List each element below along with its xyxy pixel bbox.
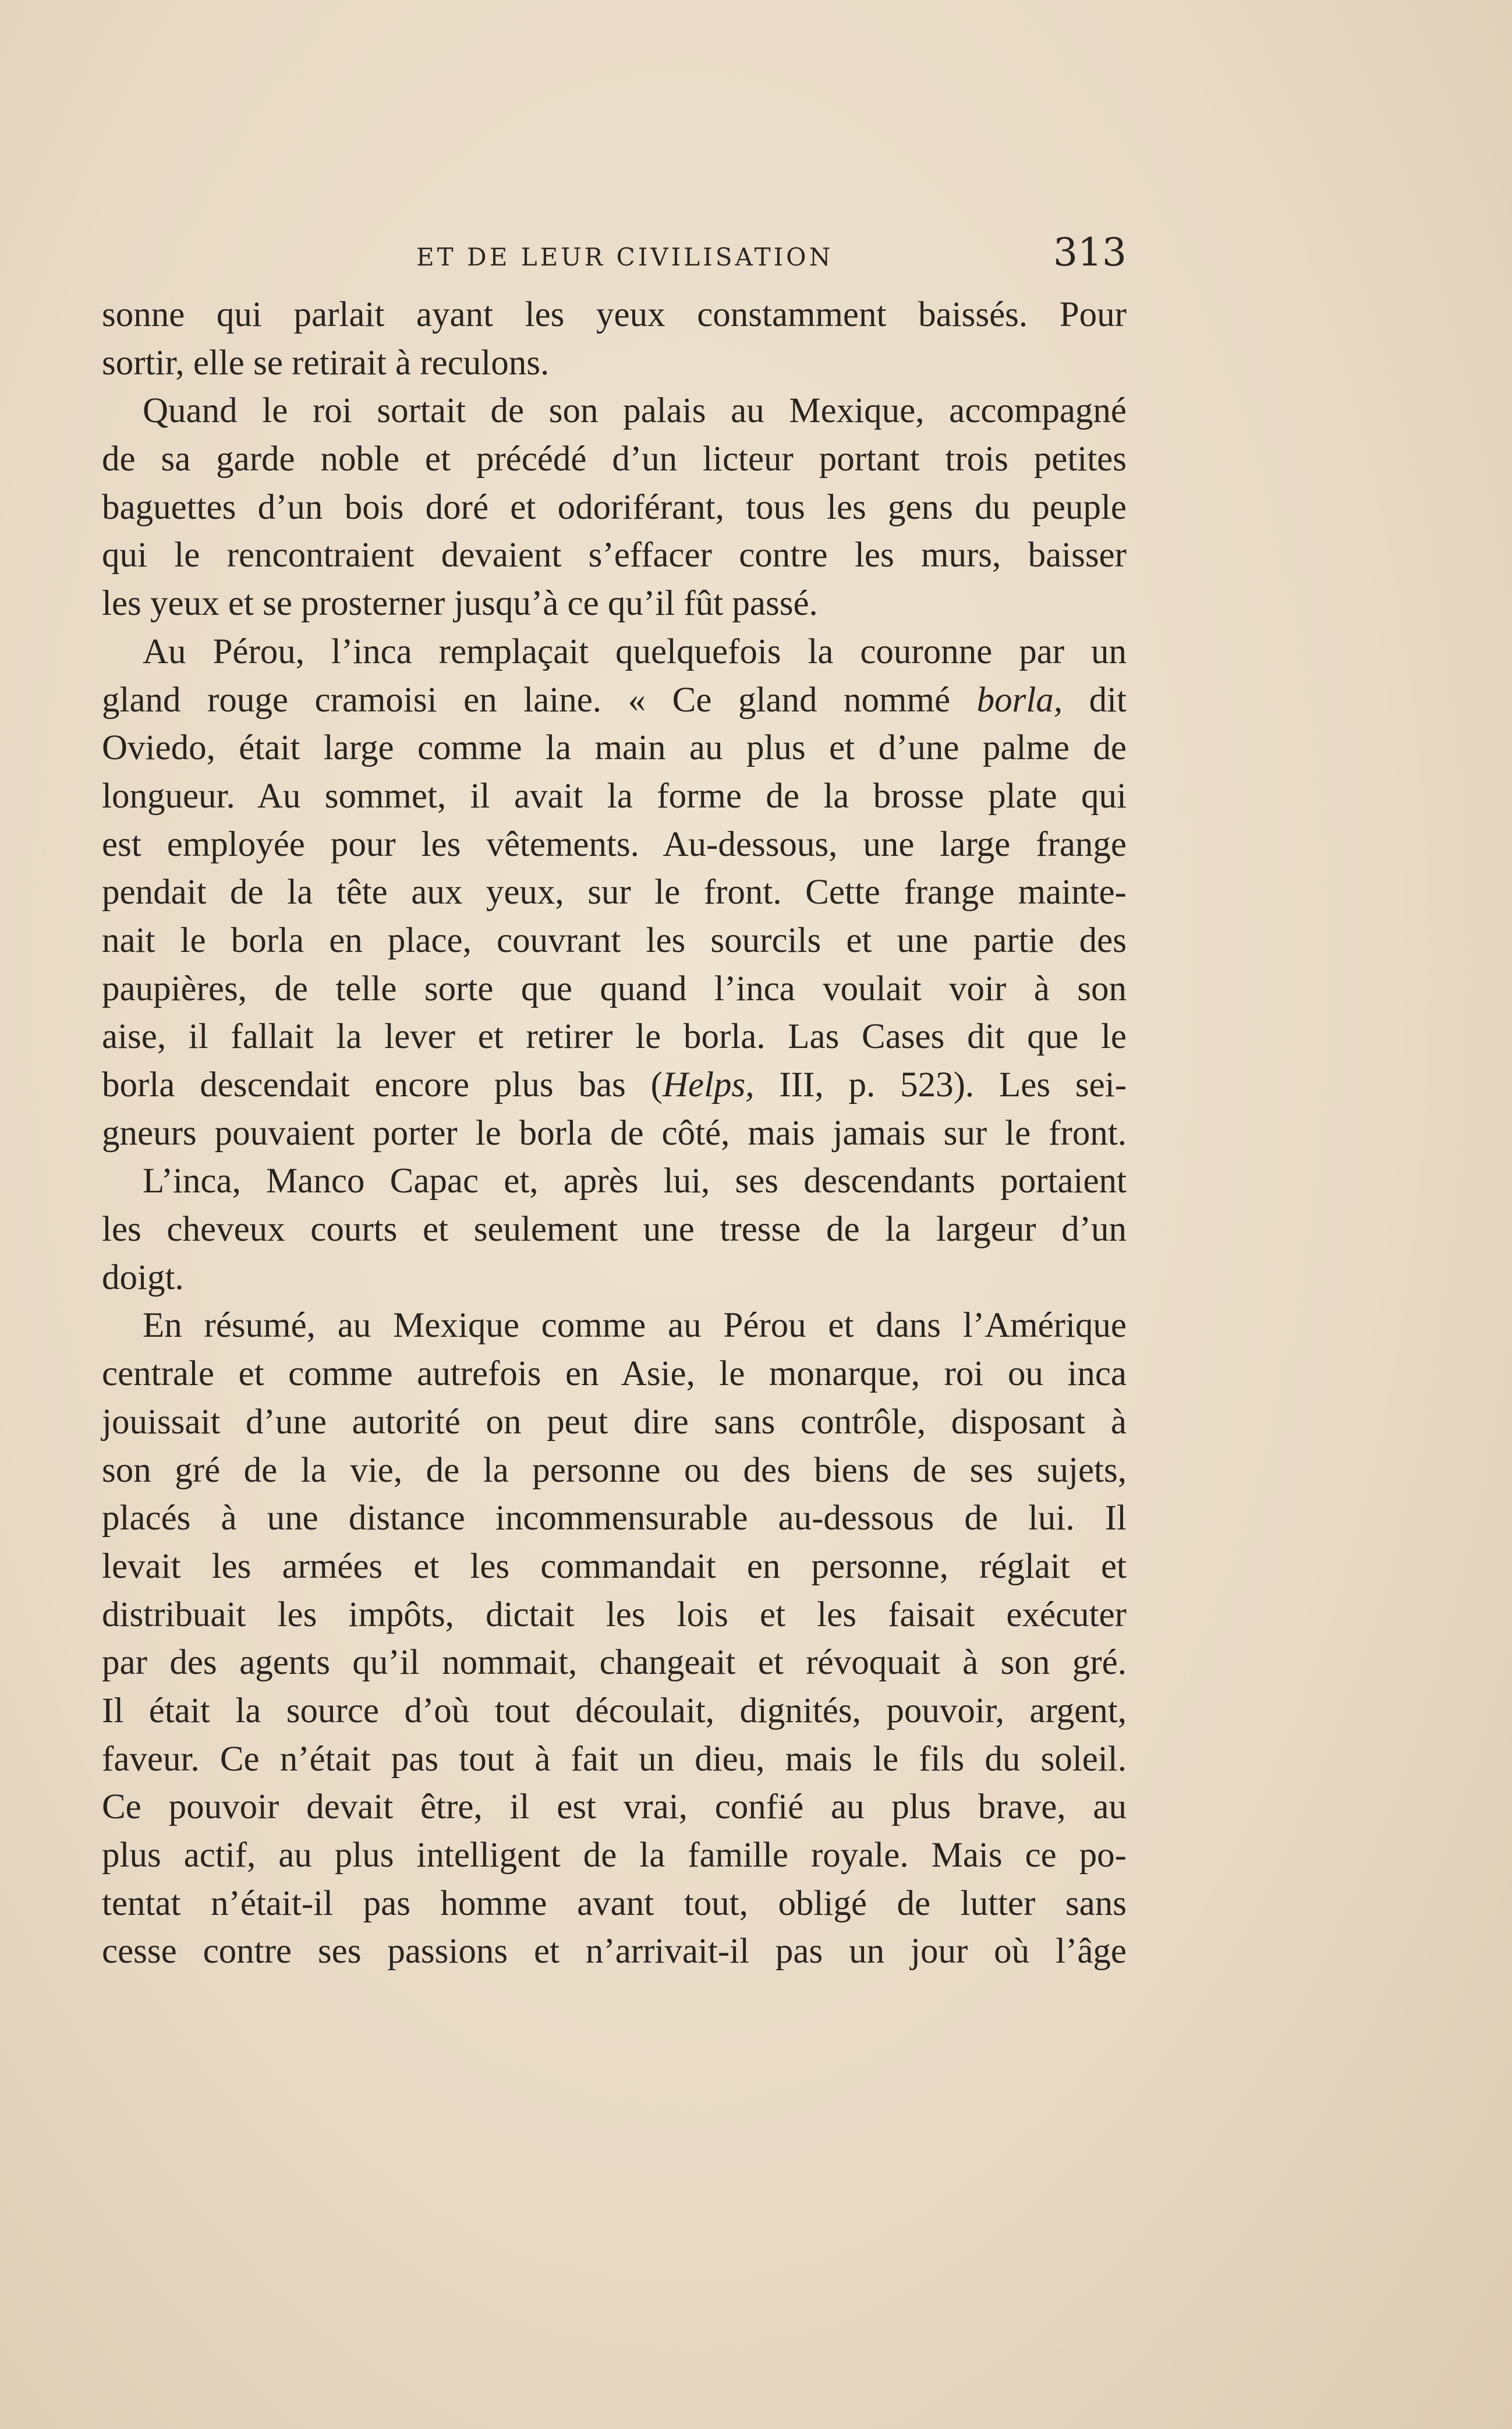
text-line: gland rouge cramoisi en laine. « Ce gland nommé borla, dit <box>102 680 1127 720</box>
text-line: jouissait d’une autorité on peut dire sans contrôle, disposant à <box>102 1402 1127 1442</box>
text-line: sonne qui parlait ayant les yeux constamment baissés. Pour <box>102 295 1127 334</box>
text-line: Ce pouvoir devait être, il est vrai, confié au plus brave, au <box>102 1787 1127 1827</box>
text-line: de sa garde noble et précédé d’un licteur portant trois petites <box>102 440 1127 479</box>
text-line: par des agents qu’il nommait, changeait et révoquait à son gré. <box>102 1643 1127 1683</box>
text-line: Au Pérou, l’inca remplaçait quelquefois la couronne par un <box>143 632 1127 671</box>
italic-word: Helps, <box>662 1065 755 1104</box>
text-line: Oviedo, était large comme la main au plus et d’une palme de <box>102 728 1127 768</box>
text-line: plus actif, au plus intelligent de la famille royale. Mais ce po- <box>102 1836 1127 1875</box>
text-line: levait les armées et les commandait en personne, réglait et <box>102 1546 1127 1586</box>
text-line: son gré de la vie, de la personne ou des biens de ses sujets, <box>102 1450 1127 1490</box>
text-line: paupières, de telle sorte que quand l’inca voulait voir à son <box>102 969 1127 1008</box>
text-line: centrale et comme autrefois en Asie, le monarque, roi ou inca <box>102 1354 1127 1394</box>
text-line: baguettes d’un bois doré et odoriférant, tous les gens du peuple <box>102 487 1127 527</box>
text-line: sortir, elle se retirait à reculons. <box>102 343 550 383</box>
text-line: cesse contre ses passions et n’arrivait-il pas un jour où l’âge <box>102 1932 1127 1971</box>
text-line: pendait de la tête aux yeux, sur le front. Cette frange mainte- <box>102 873 1127 912</box>
text-line: doigt. <box>102 1258 184 1297</box>
text-line: les yeux et se prosterner jusqu’à ce qu’il fût passé. <box>102 584 818 624</box>
page-header <box>102 230 1127 277</box>
text-line: est employée pour les vêtements. Au-dessous, une large frange <box>102 824 1127 864</box>
italic-word: borla, <box>976 680 1063 720</box>
text-line: placés à une distance incommensurable au-dessous de lui. Il <box>102 1499 1127 1538</box>
running-title: ET DE LEUR CIVILISATION <box>416 243 834 271</box>
text-line: L’inca, Manco Capac et, après lui, ses descendants portaient <box>143 1162 1127 1201</box>
text-line: distribuait les impôts, dictait les lois et les faisait exécuter <box>102 1595 1127 1634</box>
text-line: Il était la source d’où tout découlait, dignités, pouvoir, argent, <box>102 1691 1127 1730</box>
text-line: les cheveux courts et seulement une tresse de la largeur d’un <box>102 1210 1127 1249</box>
text-line: aise, il fallait la lever et retirer le borla. Las Cases dit que le <box>102 1017 1127 1057</box>
body-text <box>102 291 1127 1976</box>
text-line: gneurs pouvaient porter le borla de côté, mais jamais sur le front. <box>102 1113 1127 1153</box>
text-line: Quand le roi sortait de son palais au Mexique, accompagné <box>143 391 1127 431</box>
page-number: 313 <box>1053 230 1127 275</box>
text-line: longueur. Au sommet, il avait la forme de la brosse plate qui <box>102 776 1127 816</box>
text-line: qui le rencontraient devaient s’effacer contre les murs, baisser <box>102 536 1127 575</box>
text-line: En résumé, au Mexique comme au Pérou et dans l’Amérique <box>143 1306 1127 1345</box>
text-line: borla descendait encore plus bas (Helps, III, p. 523). Les sei- <box>102 1065 1127 1104</box>
text-line: faveur. Ce n’était pas tout à fait un dieu, mais le fils du soleil. <box>102 1739 1127 1779</box>
text-line: tentat n’était-il pas homme avant tout, obligé de lutter sans <box>102 1883 1127 1923</box>
text-line: nait le borla en place, couvrant les sourcils et une partie des <box>102 920 1127 960</box>
